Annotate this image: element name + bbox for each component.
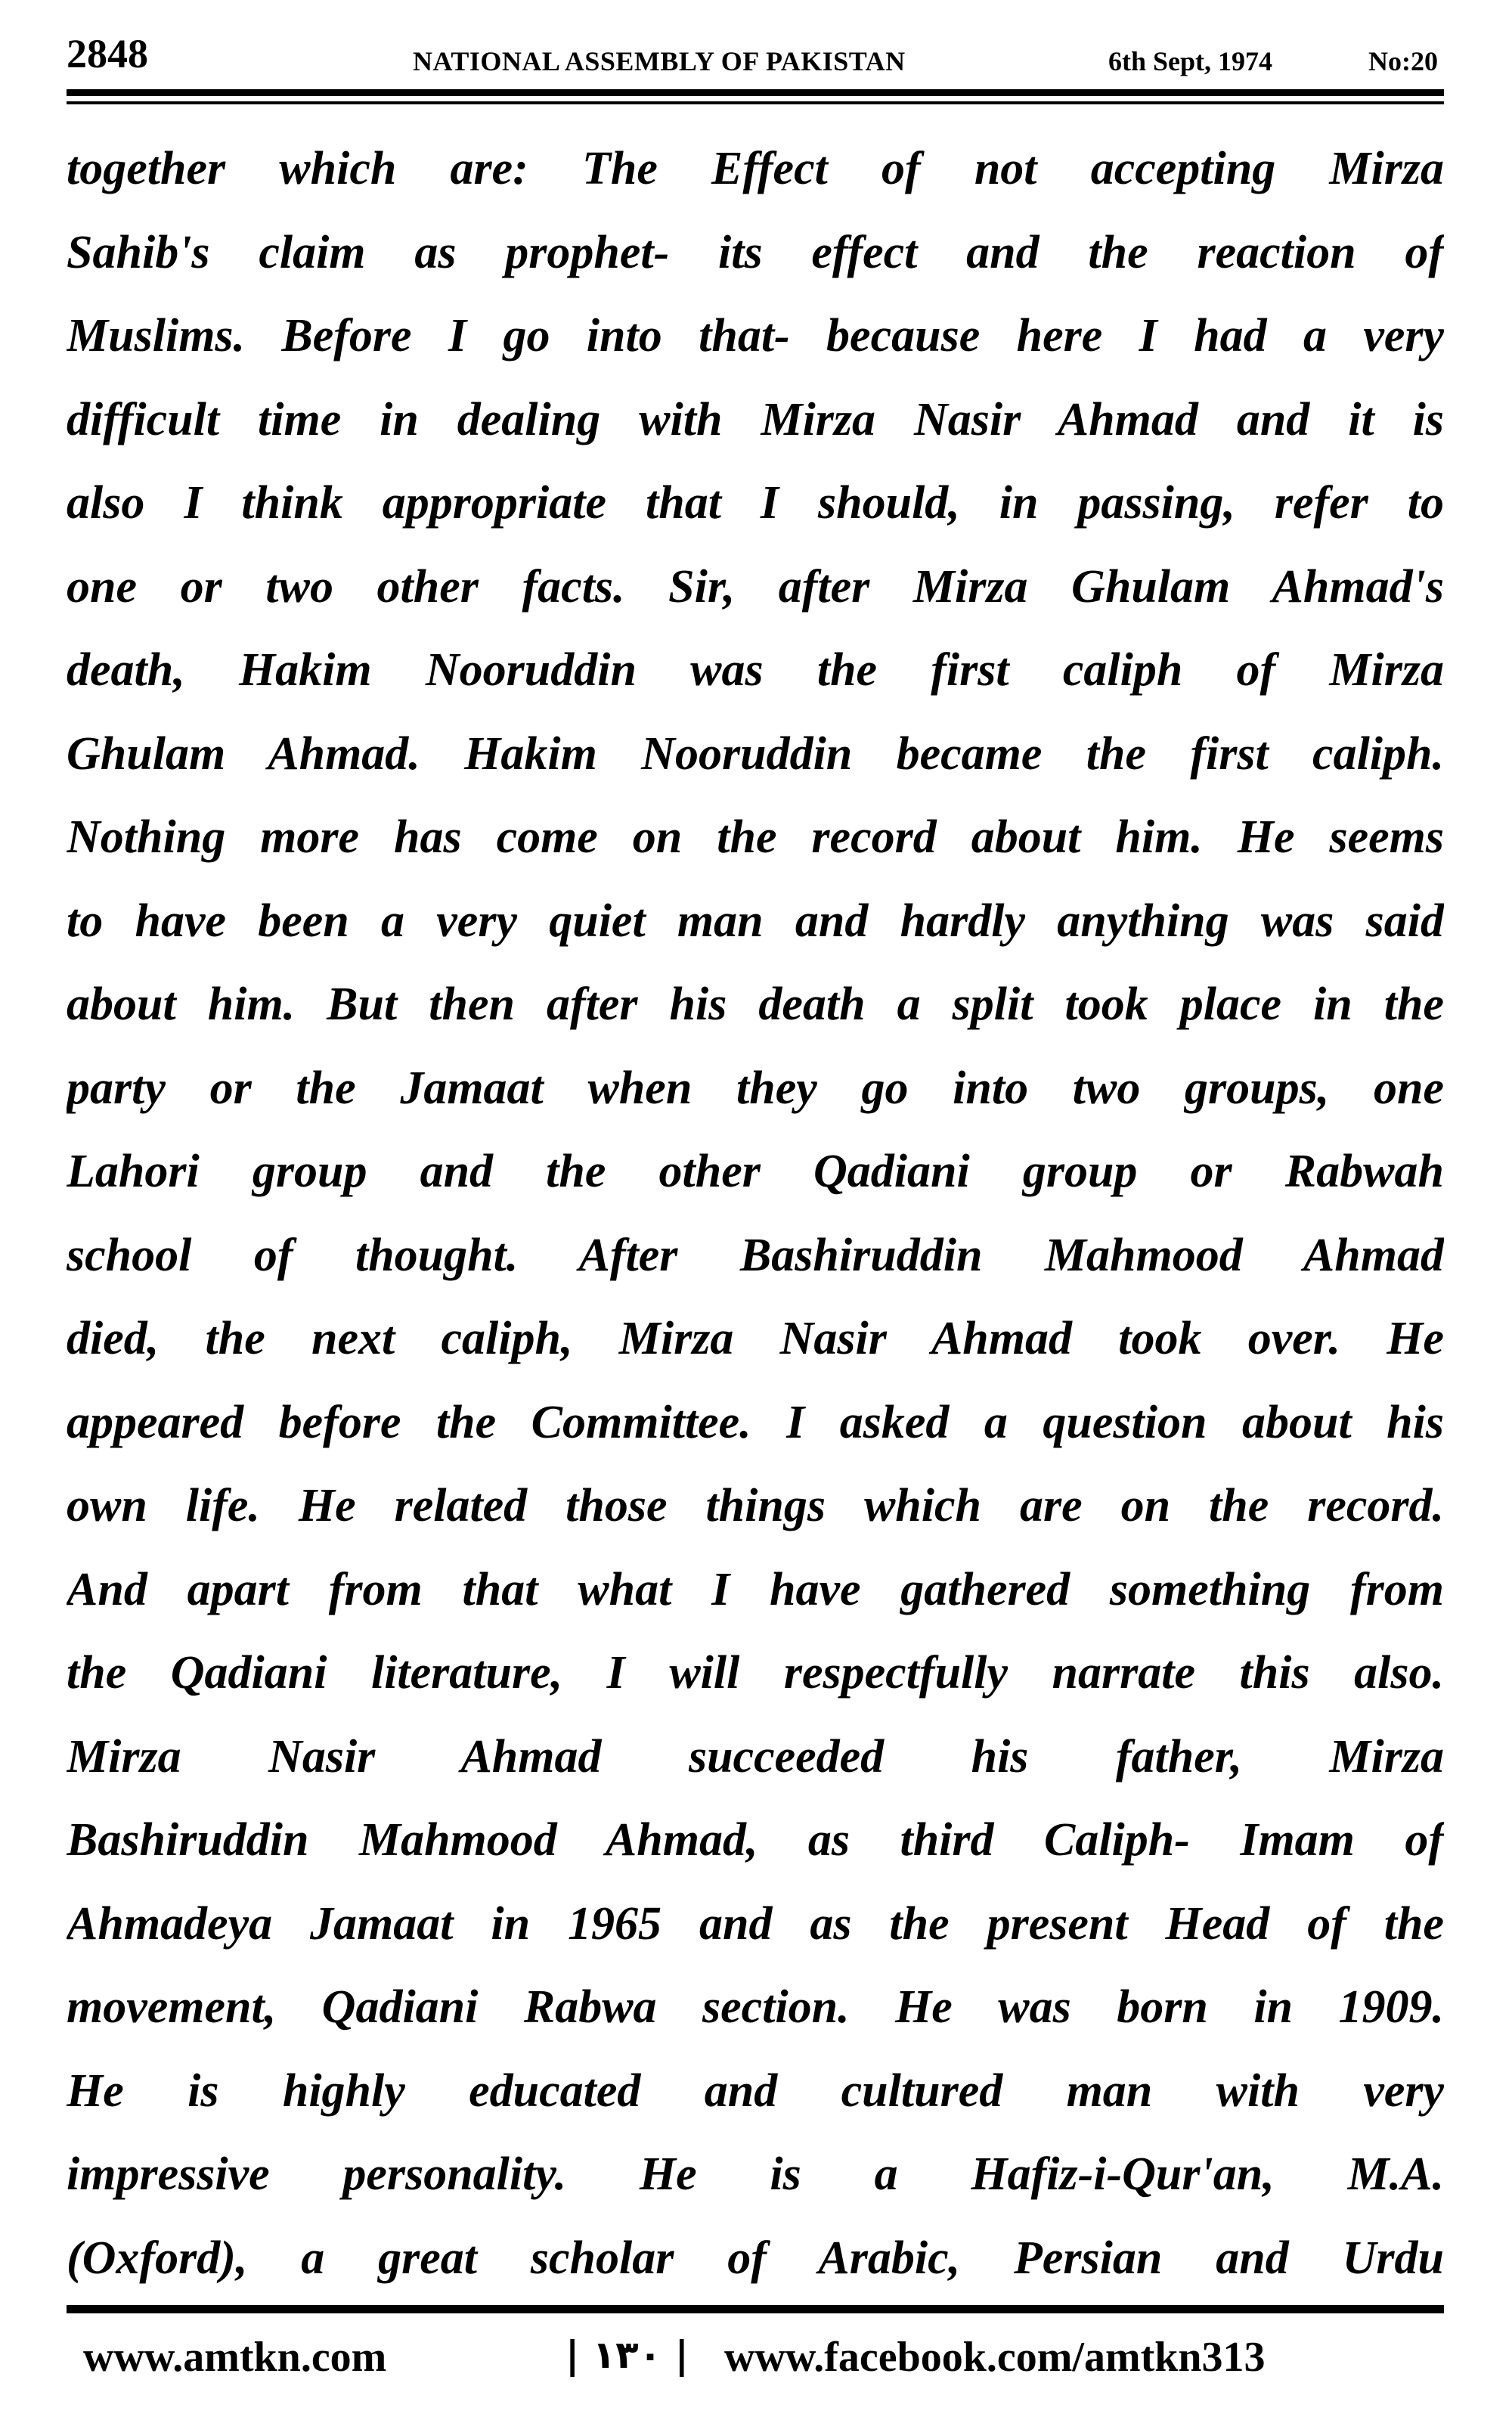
footer-page-marker: | ۱۳۰ | [565, 2333, 689, 2377]
text-line: impressive personality. He is a Hafiz-i-Qur'an, M.A. [67, 2149, 1444, 2200]
text-line: He is highly educated and cultured man with very [67, 2065, 1444, 2117]
text-line: Bashiruddin Mahmood Ahmad, as third Caliph- Imam of [67, 1814, 1444, 1866]
header-rule-thick [67, 89, 1444, 96]
text-line: Muslims. Before I go into that- because here I had a very [67, 310, 1444, 361]
text-line: Ghulam Ahmad. Hakim Nooruddin became the first caliph. [67, 728, 1444, 780]
header-rule-thin [67, 101, 1444, 104]
text-line: about him. But then after his death a split took place in the [67, 979, 1444, 1030]
document-title: NATIONAL ASSEMBLY OF PAKISTAN [413, 46, 906, 76]
website-link[interactable]: www.amtkn.com [83, 2334, 387, 2381]
text-line: to have been a very quiet man and hardly anything was said [67, 895, 1444, 947]
text-line: died, the next caliph, Mirza Nasir Ahmad took over. He [67, 1313, 1444, 1364]
text-line: together which are: The Effect of not accepting Mirza [67, 143, 1444, 194]
text-line: Ahmadeya Jamaat in 1965 and as the present Head of the [67, 1897, 1444, 1950]
text-line: Sahib's claim as prophet- its effect and the reaction of [67, 226, 1444, 278]
text-line: the Qadiani literature, I will respectfully narrate this also. [67, 1647, 1444, 1699]
page-header [67, 23, 1444, 76]
body-text [67, 127, 1444, 2300]
issue-number: No:20 [1368, 46, 1438, 76]
text-line: Mirza Nasir Ahmad succeeded his father, Mirza [67, 1730, 1444, 1782]
text-line: party or the Jamaat when they go into two groups, one [67, 1062, 1444, 1114]
text-line: one or two other facts. Sir, after Mirza Ghulam Ahmad's [67, 560, 1444, 613]
text-line: Lahori group and the other Qadiani group or Rabwah [67, 1146, 1444, 1197]
text-line: appeared before the Committee. I asked a question about his [67, 1396, 1444, 1448]
page-number: 2848 [67, 31, 148, 76]
footer-rule [67, 2305, 1444, 2313]
text-line: And apart from that what I have gathered something from [67, 1563, 1444, 1615]
text-line: death, Hakim Nooruddin was the first caliph of Mirza [67, 644, 1444, 696]
session-date: 6th Sept, 1974 [1108, 46, 1273, 76]
text-line: movement, Qadiani Rabwa section. He was born in 1909. [67, 1981, 1444, 2033]
text-line: difficult time in dealing with Mirza Nasir Ahmad and it is [67, 393, 1444, 445]
text-line: Nothing more has come on the record about him. He seems [67, 811, 1444, 863]
text-line: school of thought. After Bashiruddin Mahmood Ahmad [67, 1229, 1444, 1281]
text-line: also I think appropriate that I should, in passing, refer to [67, 477, 1444, 529]
text-line: (Oxford), a great scholar of Arabic, Persian and Urdu [67, 2232, 1444, 2284]
facebook-link[interactable]: www.facebook.com/amtkn313 [724, 2334, 1266, 2381]
text-line: own life. He related those things which are on the record. [67, 1480, 1444, 1531]
page-footer [67, 2325, 1444, 2394]
